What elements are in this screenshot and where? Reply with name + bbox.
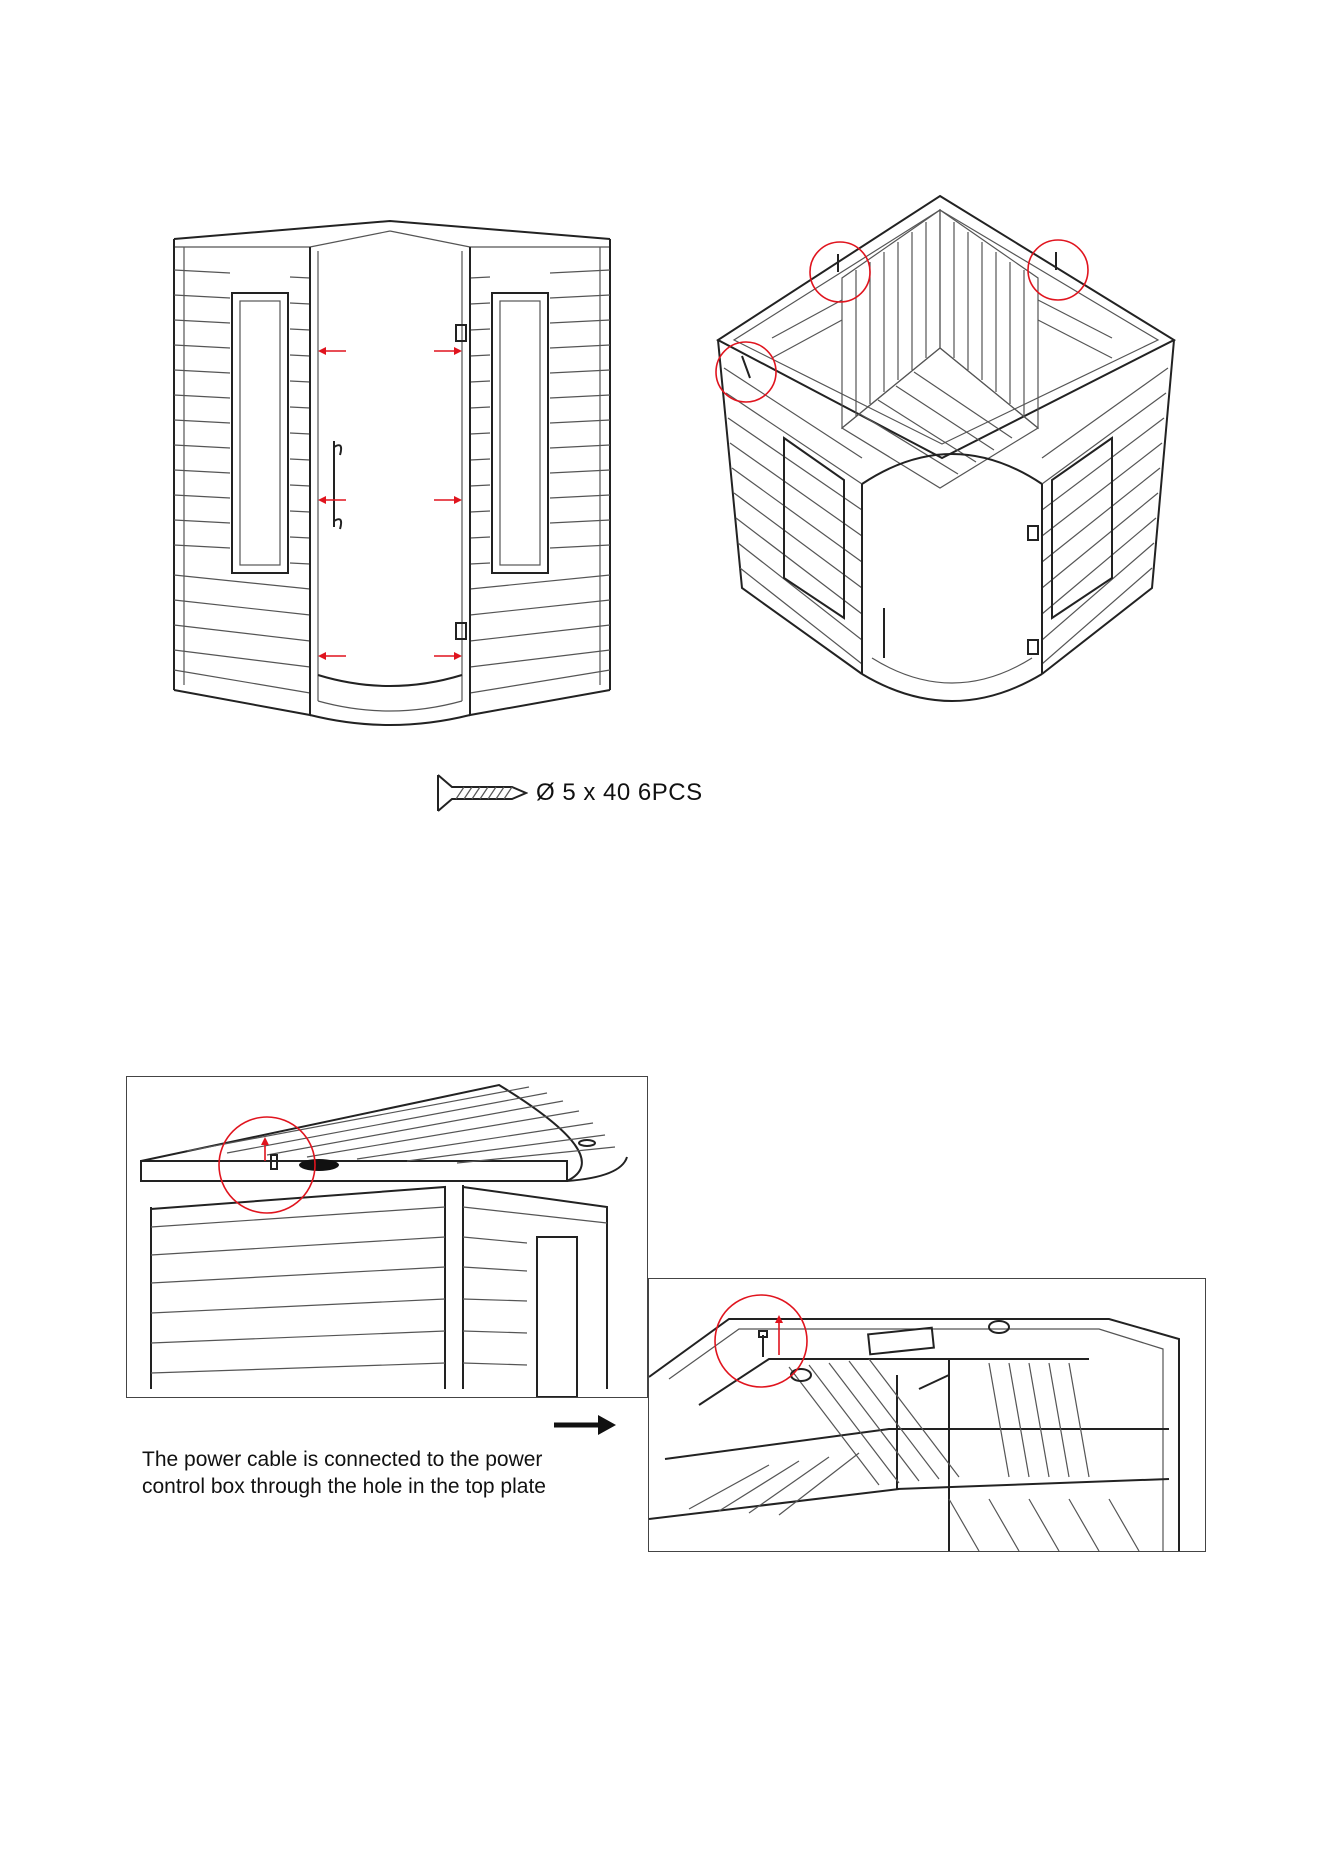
cable-caption: [142, 1446, 602, 1500]
sauna-front-view: [170, 215, 650, 735]
arrow-right-icon: [552, 1413, 618, 1437]
roof-top-plate-view: [648, 1278, 1206, 1552]
sauna-top-view: [712, 188, 1192, 728]
cable-caption-line2: control box through the hole in the top plate: [142, 1475, 546, 1498]
cable-caption-line1: The power cable is connected to the power: [142, 1448, 543, 1471]
cable-hole-side-view: [126, 1076, 648, 1398]
screw-point-arrows: [318, 347, 462, 660]
screw-icon: [436, 773, 528, 813]
screw-spec-label: Ø 5 x 40 6PCS: [536, 779, 703, 806]
roof-bolt-highlight: [715, 1295, 807, 1387]
